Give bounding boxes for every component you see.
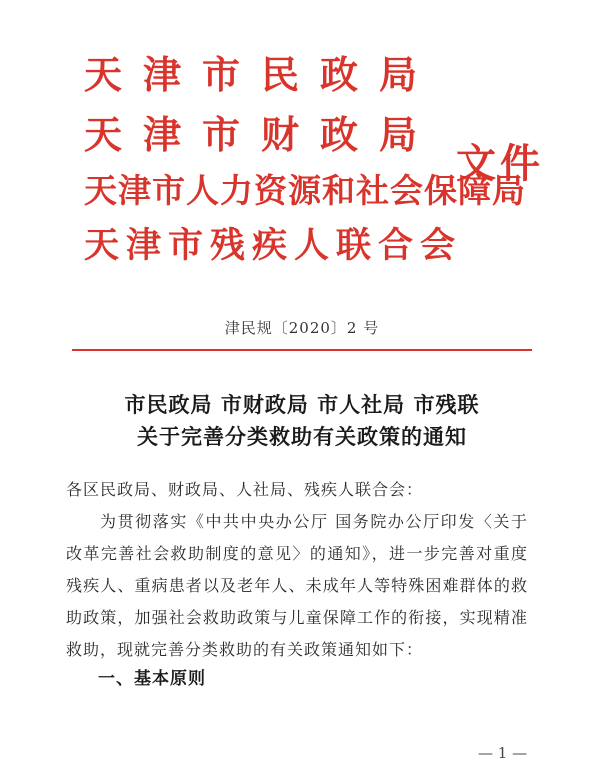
page-number: — 1 —	[478, 744, 528, 762]
section-heading: 一、基本原则	[98, 669, 206, 689]
issuer-civil-affairs: 天津市民政局	[84, 52, 439, 97]
salutation: 各区民政局、财政局、人社局、残疾人联合会：	[66, 480, 424, 499]
body-paragraph: 为贯彻落实《中共中央办公厅 国务院办公厅印发〈关于改革完善社会救助制度的意见〉的通知》，进一步完善对重度残疾人、重病患者以及老年人、未成年人等特殊困难群体的救助政策，加强社会救助政策与儿童保障工作的衔接，实现精准救助，现就完善分类救助的有关政策通知如下：	[66, 512, 528, 659]
document-number: 津民规〔2020〕2 号	[224, 319, 380, 337]
issuer-human-resources: 天津市人力资源和社会保障局	[84, 171, 526, 210]
red-divider	[72, 349, 532, 351]
document-label: 文件	[456, 140, 544, 187]
title-line-1: 市民政局 市财政局 市人社局 市残联	[124, 392, 480, 417]
issuer-disabled-federation: 天津市残疾人联合会	[84, 225, 463, 266]
issuer-finance: 天津市财政局	[84, 112, 439, 157]
title-line-2: 关于完善分类救助有关政策的通知	[137, 424, 467, 449]
